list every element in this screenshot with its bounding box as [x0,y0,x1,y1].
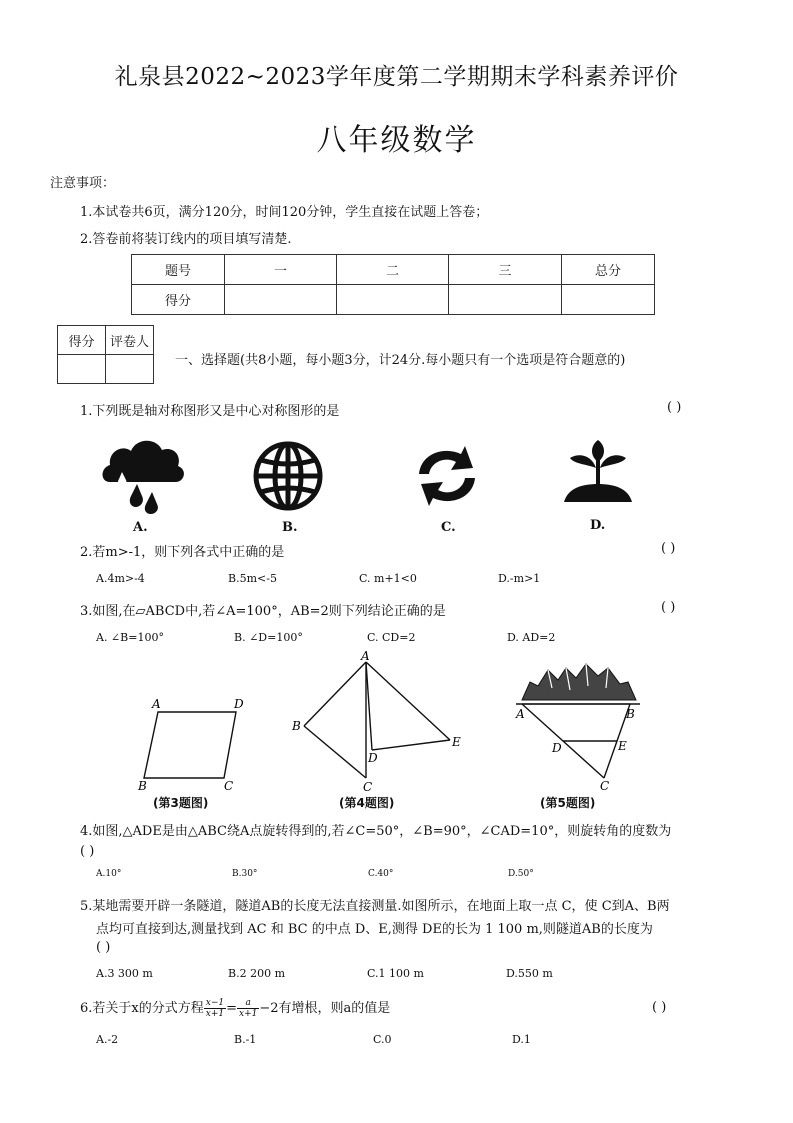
option-a[interactable]: A.4m>-4 [96,572,145,585]
exam-title: 礼泉县2022~2023学年度第二学期期末学科素养评价 [114,64,679,90]
score-table [131,254,655,315]
option-a[interactable]: A. [133,520,148,535]
figure-5-tunnel [508,660,650,792]
recycle-arrows-icon [403,440,491,512]
answer-blank[interactable]: ( ) [661,541,676,556]
question-6 [80,997,390,1019]
option-c[interactable]: C. CD=2 [367,631,416,644]
grader-score-cell[interactable] [58,355,106,384]
vertex-label: C [224,779,234,793]
answer-blank[interactable]: ( ) [652,1000,667,1015]
option-b[interactable]: B. [282,520,298,535]
score-table-header: 三 [449,255,562,285]
vertex-label: C [600,779,610,792]
vertex-label: E [618,739,627,753]
question-4: 4.如图,△ADE是由△ABC绕A点旋转得到的,若∠C=50°，∠B=90°，∠CAD=10°，则旋转角的度数为 [80,824,672,839]
option-d[interactable]: D.-m>1 [498,572,541,585]
option-b[interactable]: B.30° [232,869,258,879]
option-b[interactable]: B.-1 [234,1033,257,1046]
score-table-header: 题号 [132,255,225,285]
vertex-label: B [292,719,301,733]
figure-3-caption: (第3题图) [153,796,209,810]
option-c[interactable]: C. [441,520,456,535]
fraction-denominator: x+1 [239,1009,258,1019]
score-cell[interactable] [337,285,449,315]
notes-item-1: 1.本试卷共6页，满分120分，时间120分钟，学生直接在试题上答卷； [80,205,489,220]
figure-4-caption: (第4题图) [339,796,395,810]
option-a[interactable]: A.3 300 m [96,967,153,980]
fraction-left [204,998,226,1019]
option-d[interactable]: D. AD=2 [507,631,556,644]
option-a[interactable]: A.-2 [96,1033,119,1046]
vertex-label: C [363,780,373,794]
section-heading: 一、选择题(共8小题，每小题3分，计24分.每小题只有一个选项是符合题意的) [175,353,626,368]
question-6-suffix: −2有增根，则a的值是 [259,1001,391,1016]
grader-table [57,325,154,384]
fraction-denominator: x+1 [205,1009,225,1019]
score-cell[interactable] [449,285,562,315]
vertex-label: A [361,650,370,663]
option-b[interactable]: B. ∠D=100° [234,631,303,644]
option-c[interactable]: C. m+1<0 [359,572,417,585]
option-d[interactable]: D.50° [508,869,534,879]
question-6-prefix: 6.若关于x的分式方程 [80,1001,204,1016]
globe-icon [252,440,324,512]
answer-blank[interactable]: ( ) [661,600,676,615]
vertex-label: B [626,707,635,721]
figure-4-triangles [290,650,470,796]
score-table-header: 总分 [562,255,655,285]
question-5-line-2: 点均可直接到达,测量找到 AC 和 BC 的中点 D、E,测得 DE的长为 1 100 m,则隧道AB的长度为 [96,922,653,937]
score-table-row-label: 得分 [132,285,225,315]
grader-score-label: 得分 [58,326,106,355]
option-d[interactable]: D. [590,518,606,533]
option-d[interactable]: D.550 m [506,967,553,980]
vertex-label: B [138,779,147,793]
answer-blank[interactable]: ( ) [667,400,682,415]
option-a[interactable]: A.10° [96,869,122,879]
score-table-header: 二 [337,255,449,285]
vertex-label: A [516,707,525,721]
sprout-icon [560,430,636,506]
question-1: 1.下列既是轴对称图形又是中心对称图形的是 [80,404,340,419]
vertex-label: A [152,697,161,711]
figure-5-caption: (第5题图) [540,796,596,810]
fraction-numerator: a [237,998,259,1009]
option-d[interactable]: D.1 [512,1033,531,1046]
answer-blank[interactable]: ( ) [80,844,95,859]
exam-subject: 八年级数学 [316,123,477,158]
option-a[interactable]: A. ∠B=100° [96,631,164,644]
option-c[interactable]: C.0 [373,1033,392,1046]
grader-name-label: 评卷人 [106,326,154,355]
grader-name-cell[interactable] [106,355,154,384]
question-2: 2.若m>-1，则下列各式中正确的是 [80,545,285,560]
score-cell[interactable] [225,285,337,315]
vertex-label: D [368,751,378,765]
question-5-line-1: 5.某地需要开辟一条隧道，隧道AB的长度无法直接测量.如图所示，在地面上取一点 C，使 C到A、B两 [80,899,670,914]
option-c[interactable]: C.1 100 m [367,967,424,980]
question-3: 3.如图,在▱ABCD中,若∠A=100°，AB=2则下列结论正确的是 [80,604,446,619]
cloud-rain-icon [98,432,188,514]
vertex-label: E [452,735,461,749]
vertex-label: D [552,741,562,755]
figure-3-parallelogram [132,694,250,798]
notes-heading: 注意事项： [50,176,116,191]
score-cell[interactable] [562,285,655,315]
fraction-numerator: x−1 [205,998,225,1008]
fraction-right [237,998,259,1019]
option-c[interactable]: C.40° [368,869,394,879]
score-table-header: 一 [225,255,337,285]
equals-sign: = [226,1001,237,1016]
vertex-label: D [234,697,244,711]
option-b[interactable]: B.2 200 m [228,967,285,980]
notes-item-2: 2.答卷前将装订线内的项目填写清楚. [80,232,292,247]
option-b[interactable]: B.5m<-5 [228,572,277,585]
answer-blank[interactable]: ( ) [96,940,111,955]
